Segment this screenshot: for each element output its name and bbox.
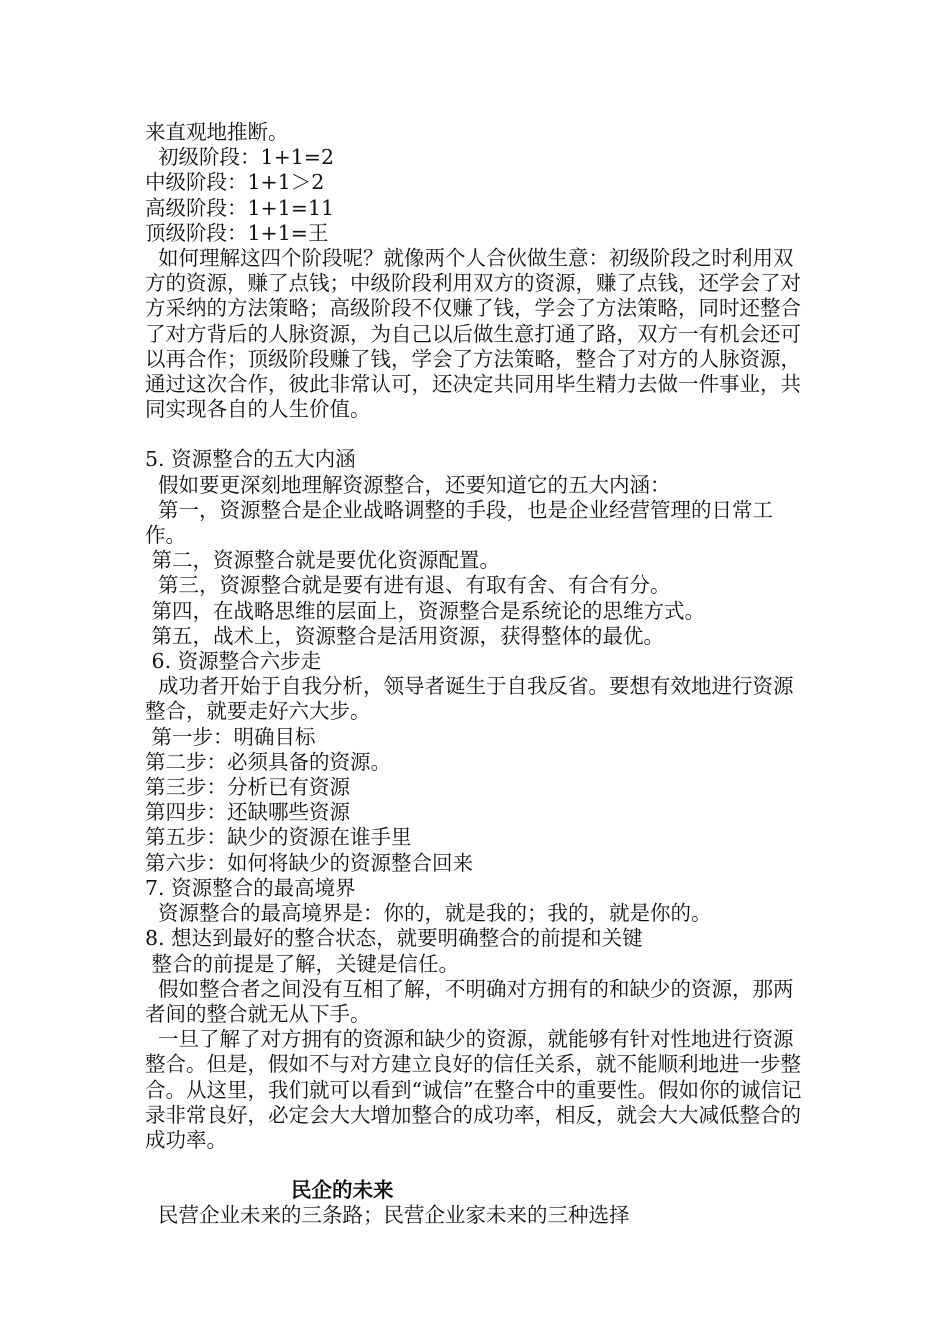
section-heading-5: 5. 资源整合的五大内涵 [145, 447, 356, 472]
meaning-first: 第一，资源整合是企业战略调整的手段，也是企业经营管理的日常工作。 [145, 497, 774, 548]
paragraph-trust: 一旦了解了对方拥有的资源和缺少的资源，就能够有针对性地进行资源整合。但是，假如不与对方建立良好的信任关系，就不能顺利地进一步整合。从这里，我们就可以看到“诚信”在整合中的重要性。假如你的诚信记录非常良好，必定会大大增加整合的成功率，相反，就会大大减低整合的成功率。 [145, 1027, 802, 1152]
stage-intermediate: 中级阶段：1+1＞2 [145, 170, 325, 195]
stage-top: 顶级阶段：1+1=王 [145, 220, 329, 245]
step-fourth: 第四步：还缺哪些资源 [145, 800, 350, 825]
meaning-second: 第二，资源整合就是要优化资源配置。 [145, 548, 501, 573]
step-third: 第三步：分析已有资源 [145, 775, 350, 800]
meaning-third: 第三，资源整合就是要有进有退、有取有舍、有合有分。 [145, 573, 671, 598]
paragraph-future-paths: 民营企业未来的三条路；民营企业家未来的三种选择 [145, 1203, 630, 1228]
section-heading-8: 8. 想达到最好的整合状态，就要明确整合的前提和关键 [145, 926, 643, 951]
stage-advanced: 高级阶段：1+1=11 [145, 195, 335, 220]
meaning-fifth: 第五，战术上，资源整合是活用资源，获得整体的最优。 [145, 623, 665, 648]
stage-primary: 初级阶段：1+1=2 [145, 145, 335, 170]
paragraph-gap [145, 422, 810, 447]
document-page [145, 120, 810, 1229]
paragraph-intro-end: 来直观地推断。 [145, 120, 289, 144]
step-sixth: 第六步：如何将缺少的资源整合回来 [145, 850, 473, 875]
paragraph-mutual-understanding: 假如整合者之间没有互相了解，不明确对方拥有的和缺少的资源，那两者间的整合就无从下手。 [145, 976, 794, 1026]
section-heading-7: 7. 资源整合的最高境界 [145, 875, 356, 900]
step-fifth: 第五步：缺少的资源在谁手里 [145, 825, 412, 850]
paragraph-stages-explained: 如何理解这四个阶段呢？就像两个人合伙做生意：初级阶段之时利用双方的资源，赚了点钱；中级阶段利用双方的资源，赚了点钱，还学会了对方采纳的方法策略；高级阶段不仅赚了钱，学会了方法策略，同时还整合了对方背后的人脉资源，为自己以后做生意打通了路，双方一有机会还可以再合作；顶级阶段赚了钱，学会了方法策略，整合了对方的人脉资源，通过这次合作，彼此非常认可，还决定共同用毕生精力去做一件事业，共同实现各自的人生价值。 [145, 246, 801, 422]
section-heading-6: 6. 资源整合六步走 [145, 649, 322, 674]
paragraph-highest-realm: 资源整合的最高境界是：你的，就是我的；我的，就是你的。 [145, 901, 712, 926]
step-first: 第一步：明确目标 [145, 724, 316, 749]
paragraph-six-steps-intro: 成功者开始于自我分析，领导者诞生于自我反省。要想有效地进行资源整合，就要走好六大步。 [145, 674, 794, 724]
meaning-fourth: 第四，在战略思维的层面上，资源整合是系统论的思维方式。 [145, 598, 706, 623]
step-second: 第二步：必须具备的资源。 [145, 749, 391, 774]
paragraph-five-meanings-intro: 假如要更深刻地理解资源整合，还要知道它的五大内涵： [145, 472, 671, 497]
chapter-title: 民企的未来 [291, 1178, 394, 1203]
paragraph-premise-key: 整合的前提是了解，关键是信任。 [145, 951, 460, 976]
paragraph-gap [145, 1153, 810, 1178]
